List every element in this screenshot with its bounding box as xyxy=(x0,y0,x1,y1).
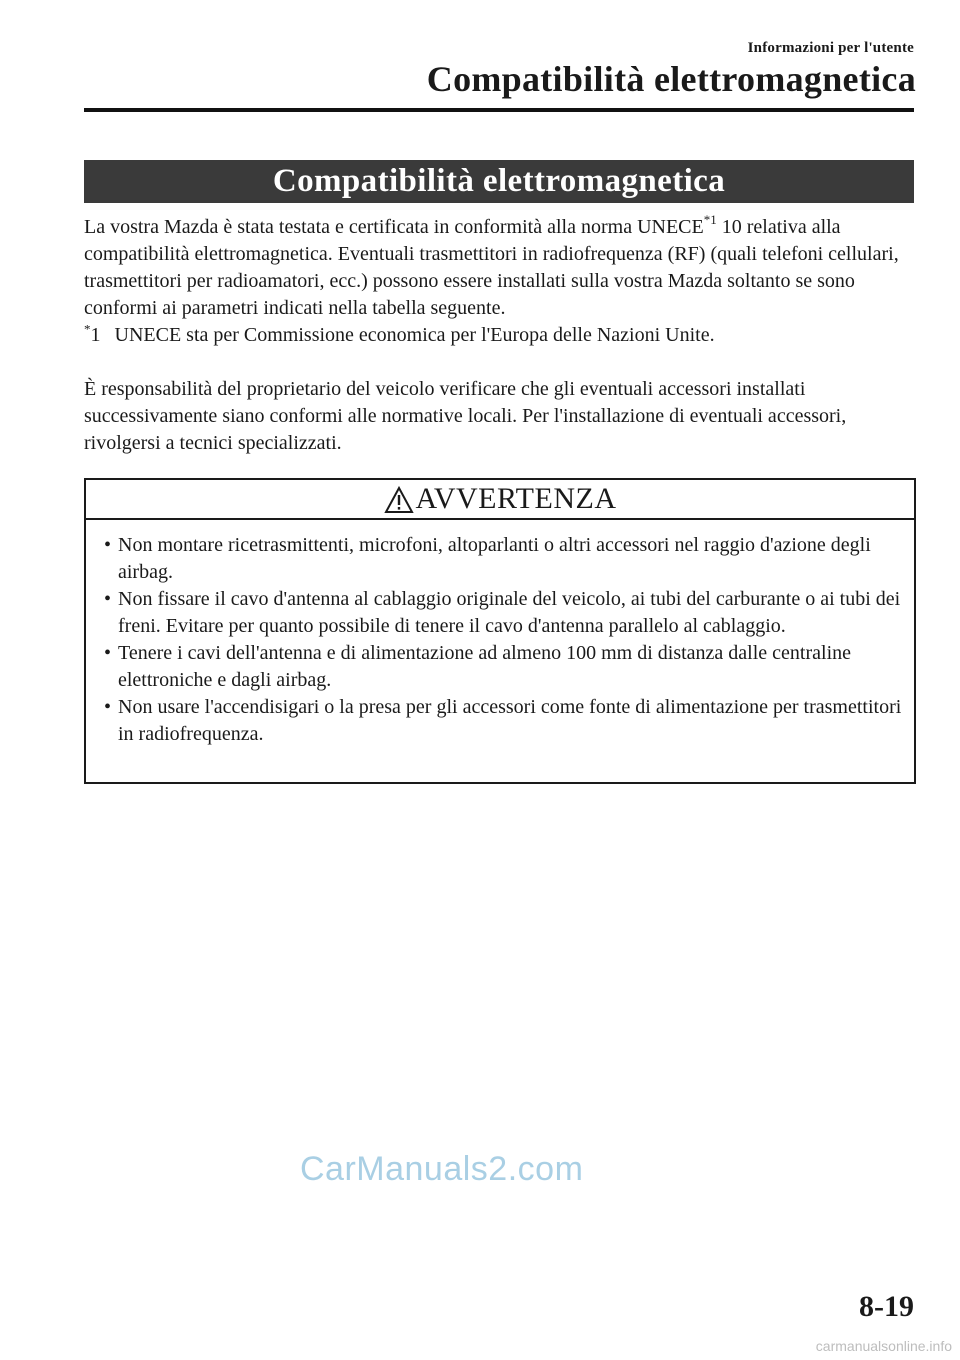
intro-paragraph xyxy=(84,214,914,322)
section-title-banner xyxy=(84,160,914,203)
footnote-number: 1 xyxy=(90,324,101,346)
warning-triangle-icon xyxy=(384,486,414,514)
warning-list xyxy=(100,532,906,748)
warning-header xyxy=(86,480,914,520)
warning-item-text: Non montare ricetrasmittenti, microfoni, altoparlanti o altri accessori nel raggio d'azione degli airbag. xyxy=(118,534,871,583)
warning-item xyxy=(100,640,906,694)
header-divider xyxy=(84,108,914,112)
warning-item xyxy=(100,694,906,748)
bullet: • xyxy=(104,642,112,664)
warning-item-text: Non fissare il cavo d'antenna al cablaggio originale del veicolo, ai tubi del carburante o ai tubi dei freni. Evitare per quanto possibile di tenere il cavo d'antenna parallelo al cablaggio. xyxy=(118,588,901,637)
intro-text-end: 10 relativa alla compatibilità elettromagnetica. Eventuali trasmettitori in radiofrequenza (RF) (quali telefoni cellulari, trasmettitori per radioamatori, ecc.) possono essere installati sulla vostra Mazda soltanto se sono conformi ai parametri indicati nella tabella seguente. xyxy=(84,216,899,319)
intro-text-start: La vostra Mazda è stata testata e certificata in conformità alla norma UNECE xyxy=(84,216,704,238)
footnote-mark: * xyxy=(84,321,91,337)
footnote-reference: *1 xyxy=(703,212,717,228)
footnote-text: UNECE sta per Commissione economica per l'Europa delle Nazioni Unite. xyxy=(114,324,715,346)
bullet: • xyxy=(104,696,112,718)
section-title: Compatibilità elettromagnetica xyxy=(272,163,726,199)
warning-box xyxy=(84,478,916,784)
footnote xyxy=(84,322,914,349)
responsibility-paragraph: È responsabilità del proprietario del veicolo verificare che gli eventuali accessori installati successivamente siano conformi alle normative locali. Per l'installazione di eventuali accessori, rivolgersi a tecnici specializzati. xyxy=(84,378,847,454)
warning-item-text: Tenere i cavi dell'antenna e di alimentazione ad almeno 100 mm di distanza dalle centraline elettroniche e dagli airbag. xyxy=(118,642,852,691)
warning-item xyxy=(100,532,906,586)
watermark-logo: CarManuals2.com xyxy=(300,1150,584,1188)
warning-item-text: Non usare l'accendisigari o la presa per gli accessori come fonte di alimentazione per trasmettitori in radiofrequenza. xyxy=(118,696,902,745)
bullet: • xyxy=(104,534,112,556)
page-number: 8-19 xyxy=(859,1290,914,1323)
running-header-section: Informazioni per l'utente xyxy=(747,40,914,56)
warning-title: AVVERTENZA xyxy=(415,482,617,515)
bullet: • xyxy=(104,588,112,610)
bottom-watermark: carmanualsonline.info xyxy=(815,1338,952,1354)
warning-item xyxy=(100,586,906,640)
running-header-title: Compatibilità elettromagnetica xyxy=(426,59,916,99)
